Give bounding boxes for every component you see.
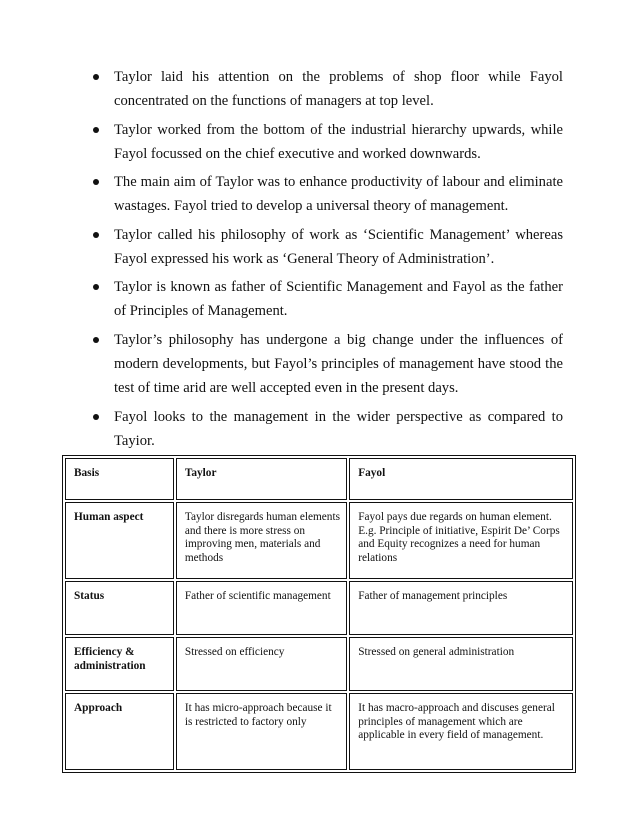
basis-cell: Status — [65, 581, 174, 635]
bullet-item — [93, 275, 563, 323]
bullet-item — [93, 118, 563, 166]
bullet-text: Taylor laid his attention on the problems of shop floor while Fayol concentrated on the functions of managers at top level. — [114, 69, 563, 109]
table-row — [65, 693, 573, 770]
bullet-dot-icon — [93, 179, 99, 185]
comparison-table — [62, 455, 576, 773]
table-row — [65, 502, 573, 579]
basis-cell: Approach — [65, 693, 174, 770]
table-row — [65, 581, 573, 635]
bullet-text: Taylor called his philosophy of work as ‘Scientific Management’ whereas Fayol expressed his work as ‘General Theory of Administration’. — [114, 226, 563, 267]
bullet-list — [93, 65, 563, 453]
taylor-cell: Father of scientific management — [176, 581, 347, 635]
fayol-cell: Fayol pays due regards on human element. E.g. Principle of initiative, Espirit De’ Corps and Equity recognizes a need for human relations — [349, 502, 573, 579]
bullet-dot-icon — [93, 414, 99, 420]
table-header-row — [65, 458, 573, 500]
bullet-item — [93, 328, 563, 400]
fayol-cell: It has macro-approach and discuses general principles of management which are applicable in every field of management. — [349, 693, 573, 770]
bullet-dot-icon — [93, 337, 99, 343]
bullet-text: Taylor is known as father of Scientific Management and Fayol as the father of Principles of Management. — [114, 279, 563, 320]
basis-cell: Human aspect — [65, 502, 174, 579]
header-taylor: Taylor — [176, 458, 347, 500]
bullet-text: Taylor’s philosophy has undergone a big change under the influences of modern developments, but Fayol’s principles of management have stood the test of time arid are well accepted even in the present days. — [114, 331, 563, 396]
bullet-dot-icon — [93, 284, 99, 290]
bullet-item — [93, 170, 563, 218]
bullet-item — [93, 65, 563, 113]
bullet-dot-icon — [93, 232, 99, 238]
bullet-text: Taylor worked from the bottom of the industrial hierarchy upwards, while Fayol focussed on the chief executive and worked downwards. — [114, 121, 563, 162]
basis-cell: Efficiency & administration — [65, 637, 174, 691]
header-fayol: Fayol — [349, 458, 573, 500]
bullet-text: Fayol looks to the management in the wider perspective as compared to Tayior. — [114, 408, 563, 449]
taylor-cell: Taylor disregards human elements and there is more stress on improving men, materials and methods — [176, 502, 347, 579]
header-basis: Basis — [65, 458, 174, 500]
taylor-cell: Stressed on efficiency — [176, 637, 347, 691]
bullet-item — [93, 405, 563, 453]
fayol-cell: Father of management principles — [349, 581, 573, 635]
table-row — [65, 637, 573, 691]
bullet-text: The main aim of Taylor was to enhance productivity of labour and eliminate wastages. Fayol tried to develop a universal theory of management. — [114, 174, 563, 215]
bullet-dot-icon — [93, 127, 99, 133]
bullet-item — [93, 223, 563, 271]
taylor-cell: It has micro-approach because it is restricted to factory only — [176, 693, 347, 770]
bullet-dot-icon — [93, 74, 99, 80]
fayol-cell: Stressed on general administration — [349, 637, 573, 691]
